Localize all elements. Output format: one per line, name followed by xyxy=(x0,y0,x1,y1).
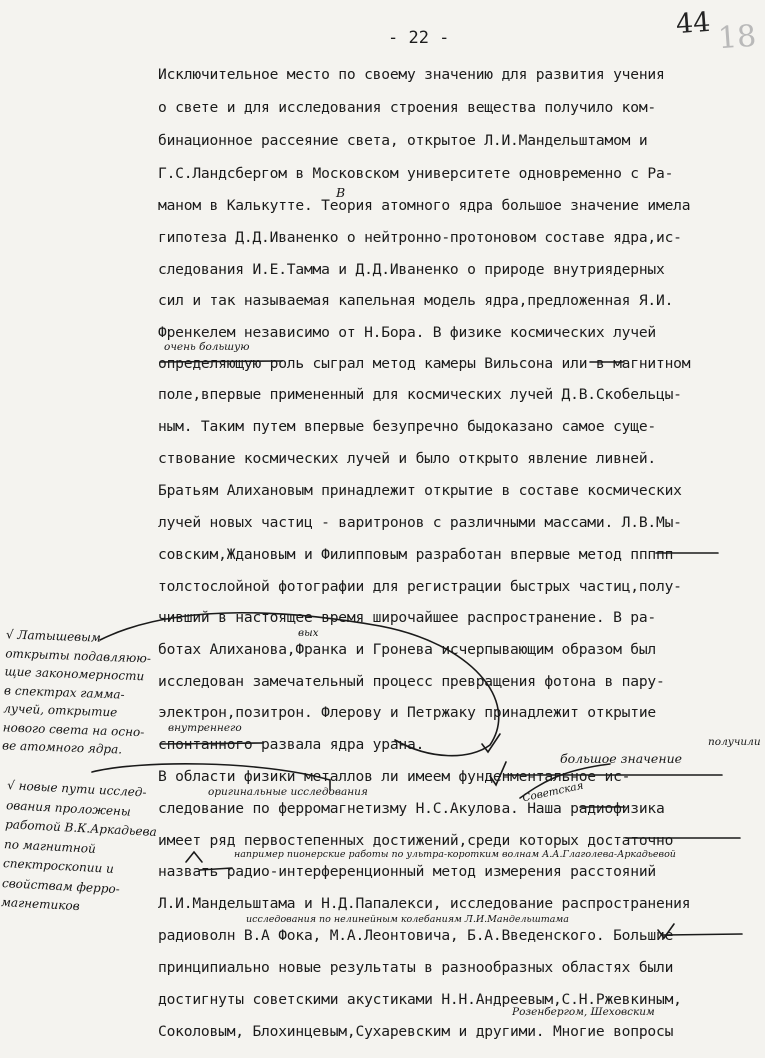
handwritten-right-insert-2: большое значение xyxy=(560,751,683,766)
handwritten-above-opredelyayushchuyu: очень большую xyxy=(164,341,250,353)
margin-note-line: ования проложены xyxy=(5,797,132,819)
handwritten-insert-v: В xyxy=(336,185,346,200)
handwritten-right-insert-1: получили xyxy=(708,736,761,748)
typed-line: Френкелем независимо от Н.Бора. В физике космических лучей xyxy=(158,324,656,341)
check-mark-3 xyxy=(658,924,674,938)
strike-bolshie xyxy=(664,934,742,935)
margin-note-line: свойствам ферро- xyxy=(1,875,121,896)
handwritten-above-radiovolny: исследования по нелинейным колебаниям Л.И.Мандельштама xyxy=(246,914,569,925)
handwritten-above-spontannogo: внутреннего xyxy=(168,722,242,734)
typed-line: Соколовым, Блохинцевым,Сухаревским и другими. Многие вопросы xyxy=(158,1023,674,1040)
typed-line: достигнуты советскими акустиками Н.Н.Андреевым,С.Н.Ржевкиным, xyxy=(158,991,682,1008)
handwritten-above-drugimi: Розенбергом, Шеховским xyxy=(512,1006,655,1018)
handwritten-above-alikhanova: вых xyxy=(298,627,319,639)
typed-line: Г.С.Ландсбергом в Московском университете одновременно с Ра- xyxy=(158,165,674,182)
archive-number-faint: 18 xyxy=(716,18,758,57)
margin-note-line: нового света на осно- xyxy=(2,719,145,739)
typed-line: толстослойной фотографии для регистрации быстрых частиц,полу- xyxy=(158,578,682,595)
typed-line: радиоволн В.А Фока, М.А.Леонтовича, Б.А.Введенского. Большие xyxy=(158,927,674,944)
insertion-curve-1 xyxy=(100,613,499,756)
margin-note-line: в спектрах гамма- xyxy=(3,682,125,702)
typed-line: гипотеза Д.Д.Иваненко о нейтронно-протоновом составе ядра,ис- xyxy=(158,229,682,246)
typed-line: поле,впервые примененный для космических лучей Д.В.Скобельцы- xyxy=(158,386,682,403)
margin-note-line: √ новые пути исслед- xyxy=(6,778,147,800)
handwritten-right-insert-3: Советская xyxy=(521,779,585,805)
margin-note-line: спектроскопии и xyxy=(2,856,115,876)
typed-line: принципиально новые результаты в разнообразных областях были xyxy=(158,959,674,976)
typed-line: лучей новых частиц - варитронов с различными массами. Л.В.Мы- xyxy=(158,514,682,531)
typed-line: следование по ферромагнетизму Н.С.Акулова. Наша радиофизика xyxy=(158,800,665,817)
margin-note-line: лучей, открытие xyxy=(3,701,118,720)
typed-line: бинационное рассеяние света, открытое Л.И.Мандельштамом и xyxy=(158,132,648,149)
margin-note-line: щие закономерности xyxy=(4,664,145,684)
margin-note-line: открыты подавляюю- xyxy=(5,645,152,665)
typed-line: маном в Калькутте. Теория атомного ядра большое значение имела xyxy=(158,197,691,214)
typed-line: следования И.Е.Тамма и Д.Д.Иваненко о природе внутриядерных xyxy=(158,261,665,278)
check-mark-2 xyxy=(490,762,506,785)
typed-line: Л.И.Мандельштама и Н.Д.Папалекси, исследование распространения xyxy=(158,895,691,912)
typed-line: Исключительное место по своему значению для развития учения xyxy=(158,66,665,83)
margin-note-line: магнетиков xyxy=(0,895,80,914)
insertion-caret xyxy=(186,852,202,862)
insertion-curve-2 xyxy=(92,764,330,790)
handwritten-above-nazvat: например пионерские работы по ультра-коротким волнам А.А.Глаголева-Аркадьевой xyxy=(234,849,676,860)
strike-vat xyxy=(200,868,232,870)
handwritten-above-issledovanie: оригинальные исследования xyxy=(208,786,368,798)
typed-line: ботах Алиханова,Франка и Гронева исчерпывающим образом был xyxy=(158,641,656,658)
typed-line: о свете и для исследования строения вещества получило ком- xyxy=(158,99,656,116)
margin-note-line: √ Латышевым xyxy=(5,627,102,645)
margin-note-line: работой В.К.Аркадьева xyxy=(4,817,158,840)
archive-number: 44 xyxy=(674,6,712,41)
typed-line: спонтанного развала ядра урана. xyxy=(158,736,425,753)
page-number: - 22 - xyxy=(388,28,450,48)
typed-line: определяющую роль сыграл метод камеры Вильсона или в магнитном xyxy=(158,355,691,372)
margin-note-line: по магнитной xyxy=(3,836,97,856)
typed-line: назвать радио-интерференционный метод измерения расстояний xyxy=(158,863,656,880)
margin-note-line: ве атомного ядра. xyxy=(1,738,123,757)
strike-spontannogo xyxy=(160,743,262,744)
typed-line: электрон,позитрон. Флерову и Петржаку принадлежит открытие xyxy=(158,704,656,721)
typed-line: исследован замечательный процесс превращения фотона в пару- xyxy=(158,673,665,690)
typed-line: совским,Ждановым и Филипповым разработан впервые метод ппппп xyxy=(158,546,674,563)
typed-line: ным. Таким путем впервые безупречно быдоказано самое суще- xyxy=(158,418,656,435)
typed-line: сил и так называемая капельная модель ядра,предложенная Я.И. xyxy=(158,292,674,309)
typed-line: чивший в настоящее время широчайшее распространение. В ра- xyxy=(158,609,656,626)
typed-line: ствование космических лучей и было открыто явление ливней. xyxy=(158,450,656,467)
insert-arrow-sovetskaya xyxy=(520,764,610,798)
strike-opredelyayushchuyu xyxy=(160,361,282,362)
typed-line: имеет ряд первостепенных достижений,среди которых достаточно xyxy=(158,832,674,849)
typed-line: Братьям Алихановым принадлежит открытие в составе космических xyxy=(158,482,682,499)
typed-line: В области физики металлов ли имеем фунденментальное ис- xyxy=(158,768,631,785)
